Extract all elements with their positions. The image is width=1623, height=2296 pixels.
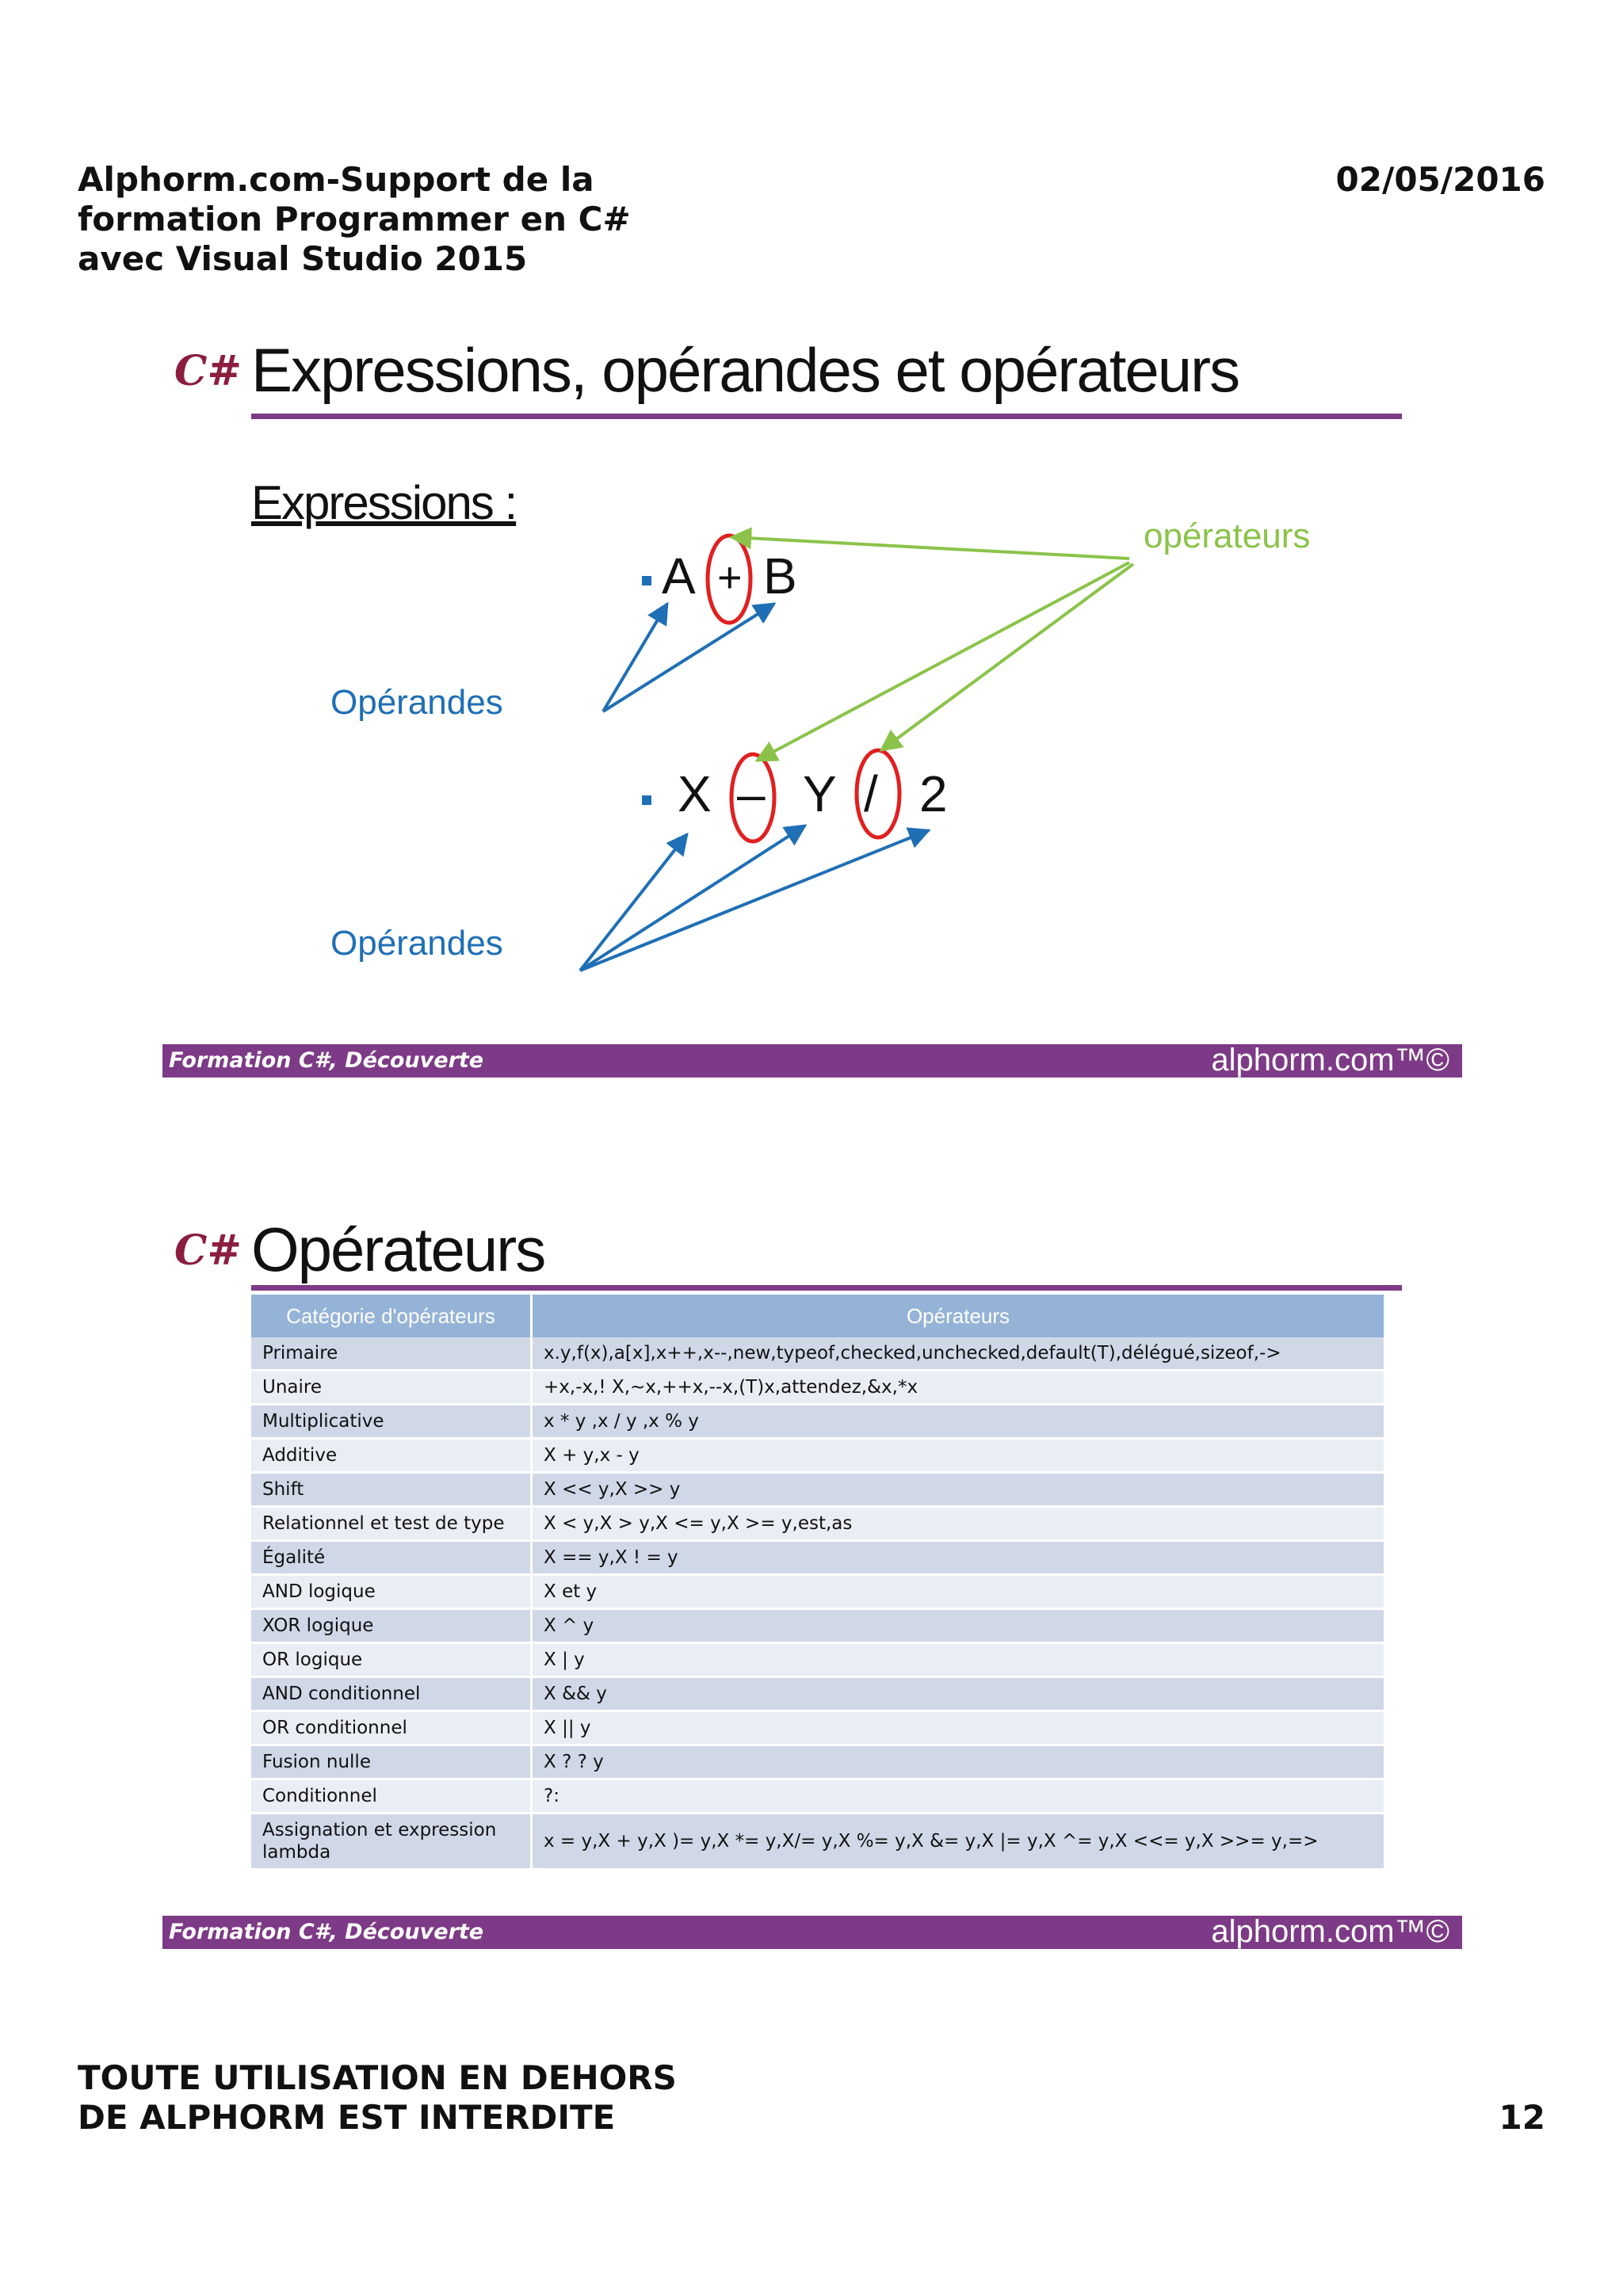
operand-arrow-two bbox=[580, 830, 929, 971]
operators-table bbox=[251, 1295, 1386, 1871]
operator-arrow-slash bbox=[881, 564, 1133, 750]
expr-x: X bbox=[678, 765, 712, 822]
slide-operators bbox=[162, 1188, 1462, 1949]
slide-title: Opérateurs bbox=[251, 1215, 545, 1284]
cell-operators: X < y,X > y,X <= y,X >= y,est,as bbox=[532, 1507, 1385, 1541]
operand-arrow-y bbox=[580, 826, 805, 971]
cell-category: Fusion nulle bbox=[251, 1745, 532, 1779]
label-operators: opérateurs bbox=[1144, 517, 1311, 555]
footer-brand: alphorm.com™© bbox=[1211, 1914, 1449, 1949]
document-footer bbox=[78, 2058, 870, 2138]
table-row bbox=[251, 1439, 1385, 1473]
footer-line-2: DE ALPHORM EST INTERDITE bbox=[78, 2098, 616, 2137]
cell-category: Assignation et expression lambda bbox=[251, 1814, 532, 1870]
expr-plus: + bbox=[717, 554, 743, 601]
cell-category: AND logique bbox=[251, 1575, 532, 1609]
footer-brand: alphorm.com™© bbox=[1211, 1043, 1449, 1077]
operator-circle-slash bbox=[857, 750, 899, 837]
header-line-2: formation Programmer en C# bbox=[78, 200, 631, 238]
header-line-3: avec Visual Studio 2015 bbox=[78, 239, 528, 278]
table-row bbox=[251, 1405, 1385, 1439]
operator-arrow-minus bbox=[757, 563, 1129, 761]
cell-operators: X << y,X >> y bbox=[532, 1473, 1385, 1507]
header-operators: Opérateurs bbox=[532, 1295, 1385, 1337]
title-rule bbox=[251, 1285, 1402, 1291]
csharp-logo: C# bbox=[174, 347, 242, 395]
cell-category: Additive bbox=[251, 1439, 532, 1473]
cell-category: Égalité bbox=[251, 1541, 532, 1575]
cell-category: XOR logique bbox=[251, 1609, 532, 1643]
cell-operators: X | y bbox=[532, 1643, 1385, 1677]
operand-arrow-b bbox=[603, 604, 774, 711]
cell-operators: X == y,X ! = y bbox=[532, 1541, 1385, 1575]
slide-footer-bar bbox=[162, 1916, 1462, 1949]
cell-category: Conditionnel bbox=[251, 1779, 532, 1814]
cell-operators: x * y ,x / y ,x % y bbox=[532, 1405, 1385, 1439]
table-row bbox=[251, 1779, 1385, 1814]
expr-minus: – bbox=[737, 765, 766, 822]
table-row bbox=[251, 1575, 1385, 1609]
table-row bbox=[251, 1711, 1385, 1745]
header-line-1: Alphorm.com-Support de la bbox=[78, 160, 594, 199]
header-category: Catégorie d'opérateurs bbox=[251, 1295, 532, 1337]
footer-course-label: Formation C#, Découverte bbox=[169, 1048, 484, 1073]
table-row bbox=[251, 1473, 1385, 1507]
cell-operators: X || y bbox=[532, 1711, 1385, 1745]
cell-operators: X && y bbox=[532, 1677, 1385, 1711]
cell-operators: X et y bbox=[532, 1575, 1385, 1609]
operator-circle-minus bbox=[731, 754, 774, 841]
table-row bbox=[251, 1541, 1385, 1575]
footer-line-1: TOUTE UTILISATION EN DEHORS bbox=[78, 2058, 677, 2097]
cell-operators: +x,-x,! X,~x,++x,--x,(T)x,attendez,&x,*x bbox=[532, 1371, 1385, 1405]
table-row bbox=[251, 1814, 1385, 1870]
cell-category: Primaire bbox=[251, 1337, 532, 1371]
operator-circle-plus bbox=[708, 536, 750, 623]
footer-course-label: Formation C#, Découverte bbox=[169, 1920, 484, 1944]
expr-b: B bbox=[763, 547, 797, 605]
cell-category: Relationnel et test de type bbox=[251, 1507, 532, 1541]
cell-category: OR logique bbox=[251, 1643, 532, 1677]
label-operands-1: Opérandes bbox=[330, 683, 503, 722]
slide-expressions bbox=[162, 317, 1462, 1077]
table-row bbox=[251, 1507, 1385, 1541]
operand-arrow-a bbox=[603, 604, 667, 711]
cell-operators: X ? ? y bbox=[532, 1745, 1385, 1779]
cell-category: AND conditionnel bbox=[251, 1677, 532, 1711]
table-body bbox=[251, 1337, 1385, 1870]
header-date: 02/05/2016 bbox=[1335, 160, 1545, 199]
expr-slash: / bbox=[864, 765, 878, 822]
expression-annotations bbox=[162, 317, 1462, 1077]
cell-category: Multiplicative bbox=[251, 1405, 532, 1439]
page-number: 12 bbox=[1499, 2098, 1545, 2137]
label-operands-2: Opérandes bbox=[330, 924, 503, 963]
table-row bbox=[251, 1643, 1385, 1677]
document-header bbox=[78, 160, 712, 279]
expr-two: 2 bbox=[919, 765, 948, 822]
operator-arrow-plus bbox=[731, 537, 1129, 559]
cell-operators: X ^ y bbox=[532, 1609, 1385, 1643]
table-header-row bbox=[251, 1295, 1385, 1337]
table-row bbox=[251, 1677, 1385, 1711]
cell-category: OR conditionnel bbox=[251, 1711, 532, 1745]
cell-category: Unaire bbox=[251, 1371, 532, 1405]
table-row bbox=[251, 1371, 1385, 1405]
table-row bbox=[251, 1745, 1385, 1779]
cell-operators: x.y,f(x),a[x],x++,x--,new,typeof,checked,unchecked,default(T),délégué,sizeof,-> bbox=[532, 1337, 1385, 1371]
slide-title: Expressions, opérandes et opérateurs bbox=[251, 335, 1239, 405]
table-row bbox=[251, 1337, 1385, 1371]
cell-category: Shift bbox=[251, 1473, 532, 1507]
expr-y: Y bbox=[803, 765, 837, 822]
expressions-heading: Expressions : bbox=[251, 476, 517, 529]
csharp-logo: C# bbox=[174, 1226, 242, 1275]
cell-operators: X + y,x - y bbox=[532, 1439, 1385, 1473]
slide-footer-bar bbox=[162, 1044, 1462, 1077]
expr-a: A bbox=[662, 547, 696, 605]
cell-operators: x = y,X + y,X )= y,X *= y,X/= y,X %= y,X &= y,X |= y,X ^= y,X <<= y,X >>= y,=> bbox=[532, 1814, 1385, 1870]
table-row bbox=[251, 1609, 1385, 1643]
cell-operators: ?: bbox=[532, 1779, 1385, 1814]
